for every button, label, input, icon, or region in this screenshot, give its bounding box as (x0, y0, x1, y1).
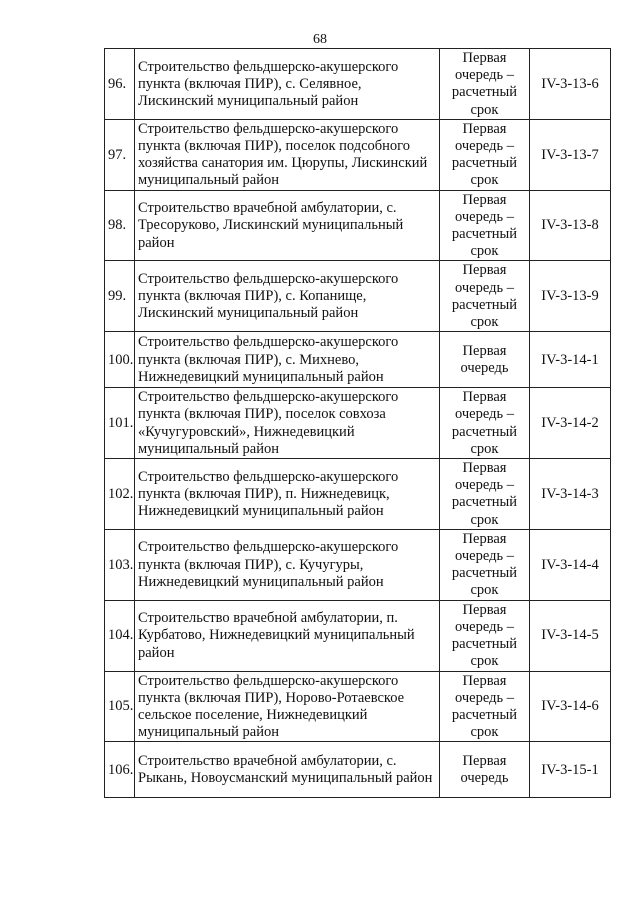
row-code: IV-3-13-8 (530, 190, 611, 261)
row-description: Строительство фельдшерско-акушерского пункта (включая ПИР), с. Михнево, Нижнедевицкий муниципальный район (135, 332, 440, 388)
construction-plan-table (104, 48, 611, 798)
row-description: Строительство врачебной амбулатории, с. Рыкань, Новоусманский муниципальный район (135, 742, 440, 798)
row-stage: Первая очередь – расчетный срок (440, 671, 530, 742)
row-stage: Первая очередь – расчетный срок (440, 119, 530, 190)
row-description: Строительство фельдшерско-акушерского пункта (включая ПИР), с. Селявное, Лискинский муниципальный район (135, 49, 440, 120)
row-number: 103. (105, 529, 135, 600)
row-stage: Первая очередь (440, 742, 530, 798)
row-number: 96. (105, 49, 135, 120)
table-row (105, 190, 611, 261)
table-row (105, 742, 611, 798)
row-code: IV-3-14-5 (530, 600, 611, 671)
row-stage: Первая очередь – расчетный срок (440, 529, 530, 600)
row-stage: Первая очередь (440, 332, 530, 388)
table-row (105, 388, 611, 459)
row-number: 101. (105, 388, 135, 459)
row-code: IV-3-15-1 (530, 742, 611, 798)
row-stage: Первая очередь – расчетный срок (440, 600, 530, 671)
row-number: 106. (105, 742, 135, 798)
row-stage: Первая очередь – расчетный срок (440, 49, 530, 120)
row-code: IV-3-13-6 (530, 49, 611, 120)
row-code: IV-3-14-4 (530, 529, 611, 600)
row-description: Строительство врачебной амбулатории, п. Курбатово, Нижнедевицкий муниципальный район (135, 600, 440, 671)
row-code: IV-3-13-7 (530, 119, 611, 190)
row-number: 99. (105, 261, 135, 332)
row-number: 105. (105, 671, 135, 742)
row-number: 100. (105, 332, 135, 388)
row-description: Строительство фельдшерско-акушерского пункта (включая ПИР), п. Нижнедевицк, Нижнедевицкий муниципальный район (135, 459, 440, 530)
row-number: 102. (105, 459, 135, 530)
row-number: 98. (105, 190, 135, 261)
row-description: Строительство фельдшерско-акушерского пункта (включая ПИР), поселок подсобного хозяйства санатория им. Цюрупы, Лискинский муниципальный район (135, 119, 440, 190)
row-code: IV-3-14-2 (530, 388, 611, 459)
row-stage: Первая очередь – расчетный срок (440, 190, 530, 261)
table-row (105, 119, 611, 190)
row-stage: Первая очередь – расчетный срок (440, 261, 530, 332)
table-row (105, 459, 611, 530)
row-description: Строительство фельдшерско-акушерского пункта (включая ПИР), поселок совхоза «Кучугуровский», Нижнедевицкий муниципальный район (135, 388, 440, 459)
table-row (105, 261, 611, 332)
row-description: Строительство врачебной амбулатории, с. Тресоруково, Лискинский муниципальный район (135, 190, 440, 261)
row-stage: Первая очередь – расчетный срок (440, 388, 530, 459)
row-description: Строительство фельдшерско-акушерского пункта (включая ПИР), Норово-Ротаевское сельское поселение, Нижнедевицкий муниципальный район (135, 671, 440, 742)
table-row (105, 332, 611, 388)
table-row (105, 600, 611, 671)
table-row (105, 671, 611, 742)
table-row (105, 529, 611, 600)
row-description: Строительство фельдшерско-акушерского пункта (включая ПИР), с. Копанище, Лискинский муниципальный район (135, 261, 440, 332)
row-stage: Первая очередь – расчетный срок (440, 459, 530, 530)
row-code: IV-3-14-3 (530, 459, 611, 530)
row-description: Строительство фельдшерско-акушерского пункта (включая ПИР), с. Кучугуры, Нижнедевицкий муниципальный район (135, 529, 440, 600)
page-number: 68 (313, 32, 327, 47)
row-number: 97. (105, 119, 135, 190)
table-body (105, 49, 611, 798)
row-code: IV-3-14-1 (530, 332, 611, 388)
table-row (105, 49, 611, 120)
row-number: 104. (105, 600, 135, 671)
row-code: IV-3-13-9 (530, 261, 611, 332)
row-code: IV-3-14-6 (530, 671, 611, 742)
